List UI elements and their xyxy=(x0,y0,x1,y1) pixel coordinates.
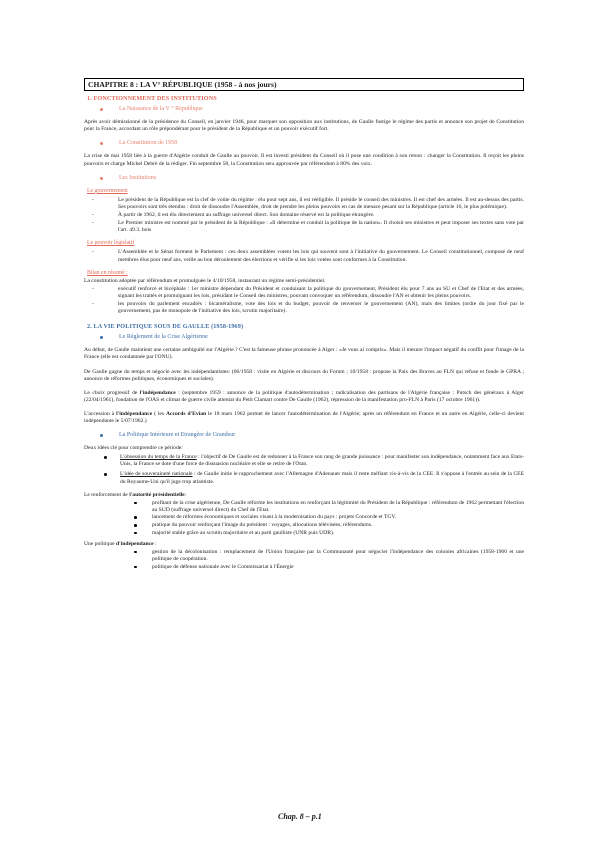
section-2-title: 2. LA VIE POLITIQUE SOUS DE GAULLE (1958-1969) xyxy=(87,323,244,331)
list-item: - Le président de la République est la clef de voûte du régime : élu pour sept ans, il est rééligible. Il préside le conseil des ministres. Il est chef des armées. Il est au-dessus des partis. Ses pouvoirs sont très étendus : droit de dissoudre l'Assemblée, droit de prendre les pleins pouvoirs en cas de menace pesant sur la République (article 16, le plus polémique). xyxy=(106,197,524,211)
list-item-label: L'idée de souveraineté nationale xyxy=(120,471,193,478)
heading-politique xyxy=(100,432,524,439)
heading-crise-text: Le Règlement de la Crise Algérienne xyxy=(119,334,208,341)
text-run: : (septembre 1959 : annonce de la politique d'autodétermination ; radicalisation des partisans de l'Algérie française : Putsch des généraux à Alger (22/04/1961), fondation de l'OAS et climat de guerre civile attentat du Petit Clamart contre De Gaulle (1962), répression de la manifestation pro-FLN à Paris (17 octobre 1961)). xyxy=(84,389,524,403)
list-item-text: : de Gaulle initie le rapprochement avec l'Allemagne d'Adenauer mais il reste méfiant vis-à-vis de la CEE. Il s'oppose à l'entrée au sein de la CEE du Royaume-Uni qu'il juge trop atlantiste. xyxy=(120,471,525,485)
subheading-bilan: Bilan en résumé : xyxy=(87,269,128,276)
paragraph-politique-intro: Deux idées clé pour comprendre ce période: xyxy=(84,445,183,452)
section-1-title: 1. FONCTIONNEMENT DES INSTITUTIONS xyxy=(87,95,217,102)
list-item-text: : l'objectif de De Gaulle est de redonner à la France son rang de grande puissance : pour manifester son indépendance, notamment face aux Etats-Unis, la France se dote d'une force de dissuasion nucléaire et elle se retire de l'Otan. xyxy=(120,454,525,468)
list-item: majorité stable grâce au scrutin majoritaire et au parti gaulliste (UNR puis UDR). xyxy=(142,530,524,537)
text-run: ( les xyxy=(152,410,166,417)
subheading-gouvernement: Le gouvernement xyxy=(87,187,128,194)
list-bilan xyxy=(106,286,524,315)
list-independance xyxy=(142,549,524,571)
list-item: lancement de réformes économiques et sociales visant à la modernisation du pays : projets Concorde et TGV. xyxy=(142,514,524,521)
paragraph-independance xyxy=(84,541,524,548)
text-run: Le choix progressif de xyxy=(84,389,140,396)
heading-naissance-text: La Naissance de la V ° République xyxy=(119,106,203,113)
list-item xyxy=(106,471,524,485)
list-autorite xyxy=(142,500,524,537)
heading-institutions-text: Les Institutions xyxy=(119,174,157,181)
bullet-icon xyxy=(100,108,103,111)
bullet-icon xyxy=(100,142,103,145)
bullet-icon xyxy=(100,434,103,437)
list-item: profitant de la crise algérienne, De Gaulle réforme les institutions en renforçant la légitimité du Président de la République : référendum de 1962 permettant l'élection au SUD (suffrage universel direct) du Chef de l'Etat. xyxy=(142,500,524,514)
paragraph-naissance: Après avoir démissionné de la présidence du Conseil, en janvier 1946, pour marquer son opposition aux institutions, de Gaulle fustige le régime des partis et annonce son projet de Constitution pour la France, accordant un rôle prépondérant pour le président de la République et un pouvoir exécutif fort. xyxy=(84,119,524,133)
document-body xyxy=(84,78,524,575)
paragraph-crise-3 xyxy=(84,390,524,404)
list-item-label: L'obsession du temps de la France xyxy=(120,454,197,461)
page-footer: Chap. 8 – p.1 xyxy=(278,812,322,821)
list-gouvernement xyxy=(106,197,524,234)
paragraph-constitution: La crise de mai 1958 liée à la guerre d'Algérie conduit de Gaulle au pouvoir. Il est investi président du Conseil où il pose une condition à son retour : changer la Constitution. Il reçoit les pleins pouvoirs et charge Michel Debré de la rédiger. Fin septembre 58, la Constitution sera approuvée par référendum à 80% des voix. xyxy=(84,153,524,167)
bullet-icon xyxy=(100,177,103,180)
text-run: Le renforcement de xyxy=(84,491,130,498)
paragraph-crise-4 xyxy=(84,411,524,425)
list-politique xyxy=(106,454,524,485)
list-item: gestion de la décolonisation : remplacement de l'Union française par la Communauté pour négocier l'indépendance des colonies africaines (1958-1960 et une politique de coopération. xyxy=(142,549,524,563)
list-item: - L'Assemblée et le Sénat forment le Parlement : ces deux assemblées votent les lois qui souvent sont à l'initiative du gouvernement. Le Conseil constitutionnel, composé de neuf membres élus pour neuf ans, veille au bon déroulement des élections et vérifie si les lois votées sont conformes à la Constitution. xyxy=(106,249,524,263)
heading-politique-text: La Politique Intérieure et Etrangère de Grandeur xyxy=(119,432,236,439)
chapter-title: CHAPITRE 8 : LA V° RÉPUBLIQUE (1958 - à nos jours) xyxy=(84,78,524,91)
text-run: Une politique xyxy=(84,540,117,547)
bullet-icon xyxy=(100,336,103,339)
text-run-bold: l'indépendance xyxy=(116,410,153,417)
paragraph-crise-1: Au début, de Gaulle maintient une certaine ambiguïté sur l'Algérie.? C'est la fameuse phrase prononcée à Alger : «Je vous ai compris». Mais il mesure l'impact négatif du conflit pour l'image de la France (elle est condamnée par l'ONU). xyxy=(84,347,524,361)
list-item xyxy=(106,454,524,468)
heading-institutions xyxy=(100,175,524,182)
heading-constitution xyxy=(100,140,524,147)
list-item: - Le Premier ministre est nommé par le président de la République : «Il détermine et conduit la politique de la nation». Il choisit ses ministres et peut imposer ses textes sans vote par l'art. 49.3. bois xyxy=(106,220,524,234)
text-run-bold: Accords d'Evian xyxy=(165,410,207,417)
paragraph-crise-2: De Gaulle gagne du temps et négocie avec les indépendantistes: (06/1958 : visite en Algérie et discours du Forum ; 10/1958 : propose la Paix des Braves au FLN qui refuse et fonde le GPRA ; annonce de réformes politiques, économiques et sociales). xyxy=(84,368,524,382)
paragraph-autorite xyxy=(84,492,524,499)
list-item: politique de défense nationale avec le Commissariat à l'Énergie xyxy=(142,564,524,571)
heading-crise xyxy=(100,334,524,341)
text-run: : xyxy=(153,540,157,547)
heading-naissance xyxy=(100,106,524,113)
heading-constitution-text: La Constitution de 1958 xyxy=(119,140,178,147)
list-legislatif xyxy=(106,249,524,263)
paragraph-bilan: La constitution adoptée par référendum et promulguée le 4/10/1958, instaurant un régime semi-présidentiel. xyxy=(84,277,326,284)
list-item: - exécutif renforcé et bicéphale : 1er ministre dépendant du Président et conduisant la politique du gouvernement, Président élu pour 7 ans au SU et Chef de l'Etat et des armées, signant les traités et promulguant les lois, présidant le Conseil des ministres, pouvant convoquer un référendum, dissoudre l'AN et obtenir les pleins pouvoirs. xyxy=(106,286,524,300)
text-run: L'accession à xyxy=(84,410,117,417)
subheading-legislatif: Le pouvoir législatif xyxy=(87,240,135,247)
text-run-bold: l'autorité présidentielle xyxy=(129,491,185,498)
list-item: - les pouvoirs du parlement encadrés : bicaméralisme, vote des lois et du budget, pouvoir de renverser le gouvernement (AN), mais des limites (ordre du jour fixé par le gouvernement, pas de monopole de l'initiative des lois, scrutin majoritaire). xyxy=(106,301,524,315)
list-item: - À partir de 1962, il est élu directement au suffrage universel direct. Son domaine réservé est la politique étrangère. xyxy=(106,212,524,219)
text-run: : xyxy=(184,491,187,498)
text-run-bold: d'indépendance xyxy=(116,540,154,547)
text-run: le 18 mars 1962 permet de lancer l'autodétermination de l'Algérie; après un référendum en France et un autre en Algérie, celle-ci devient indépendante le 5/07/1962.) xyxy=(84,410,524,424)
text-run-bold: l'indépendance xyxy=(139,389,176,396)
list-item: pratique du pouvoir renforçant l'image du président : voyages, allocutions télévisées, référendums. xyxy=(142,522,524,529)
